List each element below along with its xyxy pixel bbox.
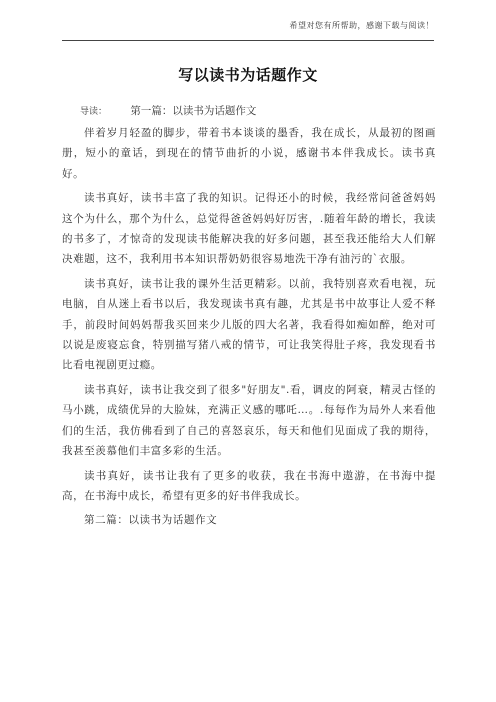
first-section-heading: 第一篇：以读书为话题作文 xyxy=(130,105,257,117)
document-title: 写以读书为话题作文 xyxy=(178,66,318,84)
second-section-heading: 第二篇：以读书为话题作文 xyxy=(84,514,218,527)
header-rule xyxy=(62,40,434,41)
header-note: 希望对您有所帮助，感谢下载与阅读！ xyxy=(289,21,434,30)
paragraph: 读书真好，读书让我交到了很多"好朋友".看，调皮的阿衰，精灵古怪的马小跳，成绩优异的大脸妹，充满正义感的哪吒…。.每每作为局外人来看他们的生活，我仿佛看到了自己的喜怒哀乐，每天和他们见面成了我的期待，我甚至羡慕他们丰富多彩的生活。 xyxy=(62,383,436,458)
paragraph: 读书真好，读书让我的课外生活更精彩。以前，我特别喜欢看电视，玩电脑，自从迷上看书以后，我发现读书真有趣，尤其是书中故事让人爱不释手，前段时间妈妈帮我买回来少儿版的四大名著，我看得如痴如醉，绝对可以说是废寝忘食，特别描写猪八戒的情节，可让我笑得肚子疼，我发现看书比看电视剧更过瘾。 xyxy=(62,277,436,372)
paragraph: 读书真好，读书让我有了更多的收获，我在书海中遨游，在书海中提高，在书海中成长，希望有更多的好书伴我成长。 xyxy=(62,469,436,502)
guide-label: 导读： xyxy=(80,107,108,117)
paragraph: 读书真好，读书丰富了我的知识。记得还小的时候，我经常问爸爸妈妈这个为什么，那个为什么，总觉得爸爸妈妈好厉害，.随着年龄的增长，我读的书多了，才惊奇的发现读书能解决我的好多问题，甚至我还能给大人们解决难题，这不，我利用书本知识帮奶奶很容易地洗干净有油污的`衣服。 xyxy=(62,192,436,266)
guide-row xyxy=(80,103,256,118)
article-body xyxy=(62,123,436,535)
paragraph: 伴着岁月轻盈的脚步，带着书本谈谈的墨香，我在成长，从最初的图画册，短小的童话，到现在的情节曲折的小说，感谢书本伴我成长。读书真好。 xyxy=(62,127,436,180)
